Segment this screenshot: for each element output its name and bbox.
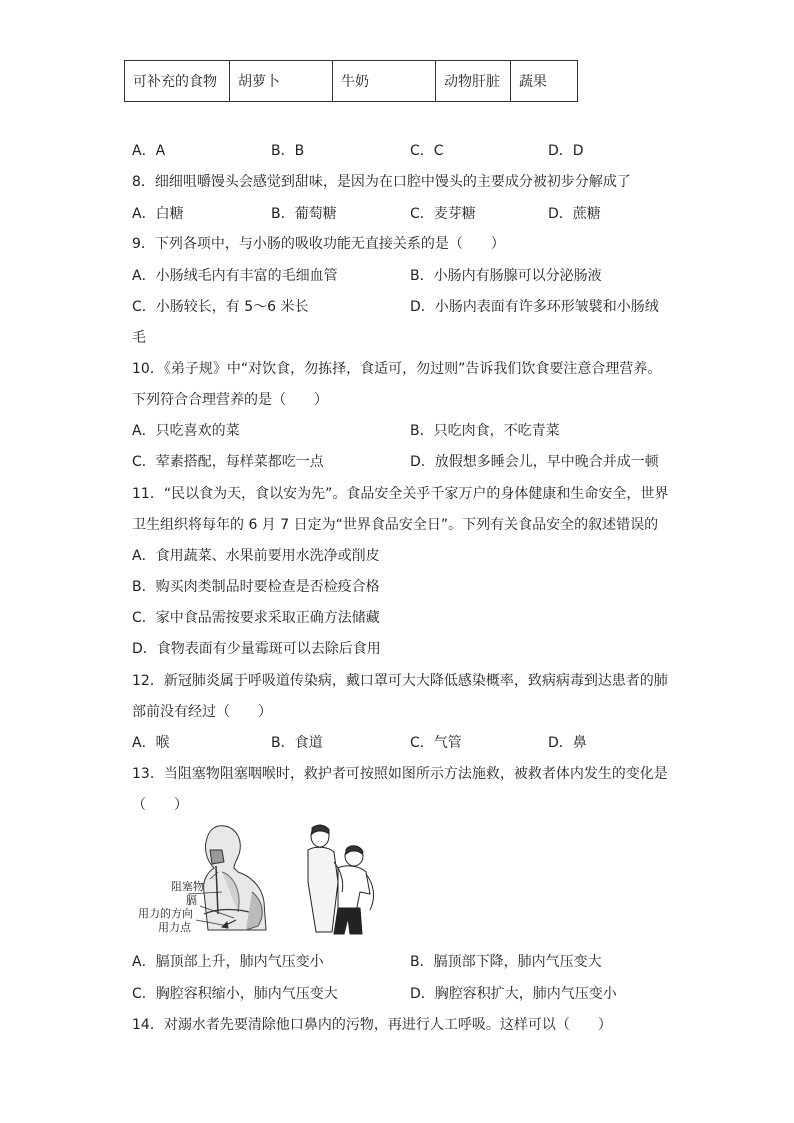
q11-option-a: A．食用蔬菜、水果前要用水洗净或削皮	[132, 548, 380, 564]
q13-option-b: B．膈顶部下降，肺内气压变大	[410, 954, 602, 970]
q11-option-d: D．食物表面有少量霉斑可以去除后食用	[132, 641, 381, 657]
q8-option-d: D．蔗糖	[548, 206, 601, 222]
q9-stem: 9．下列各项中，与小肠的吸收功能无直接关系的是（ ）	[132, 236, 505, 252]
q10-option-d: D．放假想多睡会儿，早中晚合并成一顿	[410, 454, 659, 470]
table-cell: 蔬果	[511, 61, 578, 102]
q13-option-a: A．膈顶部上升，肺内气压变小	[132, 954, 324, 970]
q12-option-b: B．食道	[271, 735, 323, 751]
q9-option-c: C．小肠较长，有 5～6 米长	[132, 299, 309, 315]
q8-option-a: A．白糖	[132, 206, 184, 222]
q8-option-b: B．葡萄糖	[271, 206, 337, 222]
q11-option-c: C．家中食品需按要求采取正确方法储藏	[132, 610, 380, 626]
q9-option-b: B．小肠内有肠腺可以分泌肠液	[410, 268, 602, 284]
anatomy-diagram	[204, 826, 266, 930]
table-cell: 可补充的食物	[125, 61, 230, 102]
q11-stem-line2: 卫生组织将每年的 6 月 7 日定为“世界食品安全日”。下列有关食品安全的叙述错误的	[132, 517, 659, 533]
q14-stem: 14．对溺水者先要清除他口鼻内的污物，再进行人工呼吸。这样可以（ ）	[132, 1017, 612, 1033]
figure-label-force-point: 用力点	[158, 921, 191, 934]
table-row	[125, 61, 578, 102]
q9-option-a: A．小肠绒毛内有丰富的毛细血管	[132, 268, 338, 284]
q7-option-b: B．B	[271, 143, 305, 159]
q13-option-d: D．胸腔容积扩大，肺内气压变小	[410, 986, 617, 1002]
q11-stem-line1: 11．“民以食为天，食以安为先”。食品安全关乎千家万户的身体健康和生命安全，世界	[132, 486, 669, 502]
figure-label-diaphragm: 膈	[186, 894, 197, 907]
q12-stem-line2: 部前没有经过（ ）	[132, 704, 272, 720]
q11-option-b: B．购买肉类制品时要检查是否检疫合格	[132, 579, 380, 595]
q7-option-a: A．A	[132, 143, 166, 159]
q13-stem-line2: （ ）	[132, 797, 188, 813]
q10-option-b: B．只吃肉食，不吃青菜	[410, 423, 560, 439]
rescue-scene	[308, 825, 373, 934]
q8-option-c: C．麦芽糖	[410, 206, 476, 222]
food-table	[124, 60, 578, 102]
q9-option-d-continuation: 毛	[132, 330, 146, 346]
table-cell: 动物肝脏	[436, 61, 511, 102]
q10-stem-line2: 下列符合合理营养的是（ ）	[132, 392, 328, 408]
q10-option-c: C．荤素搭配，每样菜都吃一点	[132, 454, 324, 470]
q7-option-c: C．C	[410, 143, 444, 159]
table-cell: 牛奶	[333, 61, 436, 102]
q12-option-c: C．气管	[410, 735, 462, 751]
q10-option-a: A．只吃喜欢的菜	[132, 423, 240, 439]
q13-stem-line1: 13．当阻塞物阻塞咽喉时，救护者可按照如图所示方法施救，被救者体内发生的变化是	[132, 766, 668, 782]
q9-option-d: D．小肠内表面有许多环形皱襞和小肠绒	[410, 299, 659, 315]
q12-option-a: A．喉	[132, 735, 170, 751]
q7-option-d: D．D	[548, 143, 584, 159]
q8-stem: 8．细细咀嚼馒头会感觉到甜味，是因为在口腔中馒头的主要成分被初步分解成了	[132, 174, 631, 190]
q13-option-c: C．胸腔容积缩小，肺内气压变大	[132, 986, 338, 1002]
figure-label-force-direction: 用力的方向	[138, 907, 193, 920]
table-cell: 胡萝卜	[230, 61, 333, 102]
q10-stem-line1: 10．《弟子规》中“对饮食，勿拣择，食适可，勿过则”告诉我们饮食要注意合理营养。	[132, 361, 662, 377]
heimlich-figure	[138, 822, 378, 940]
q12-stem-line1: 12．新冠肺炎属于呼吸道传染病，戴口罩可大大降低感染概率，致病病毒到达患者的肺	[132, 673, 668, 689]
q12-option-d: D．鼻	[548, 735, 587, 751]
figure-label-obstruction: 阻塞物	[171, 880, 204, 893]
